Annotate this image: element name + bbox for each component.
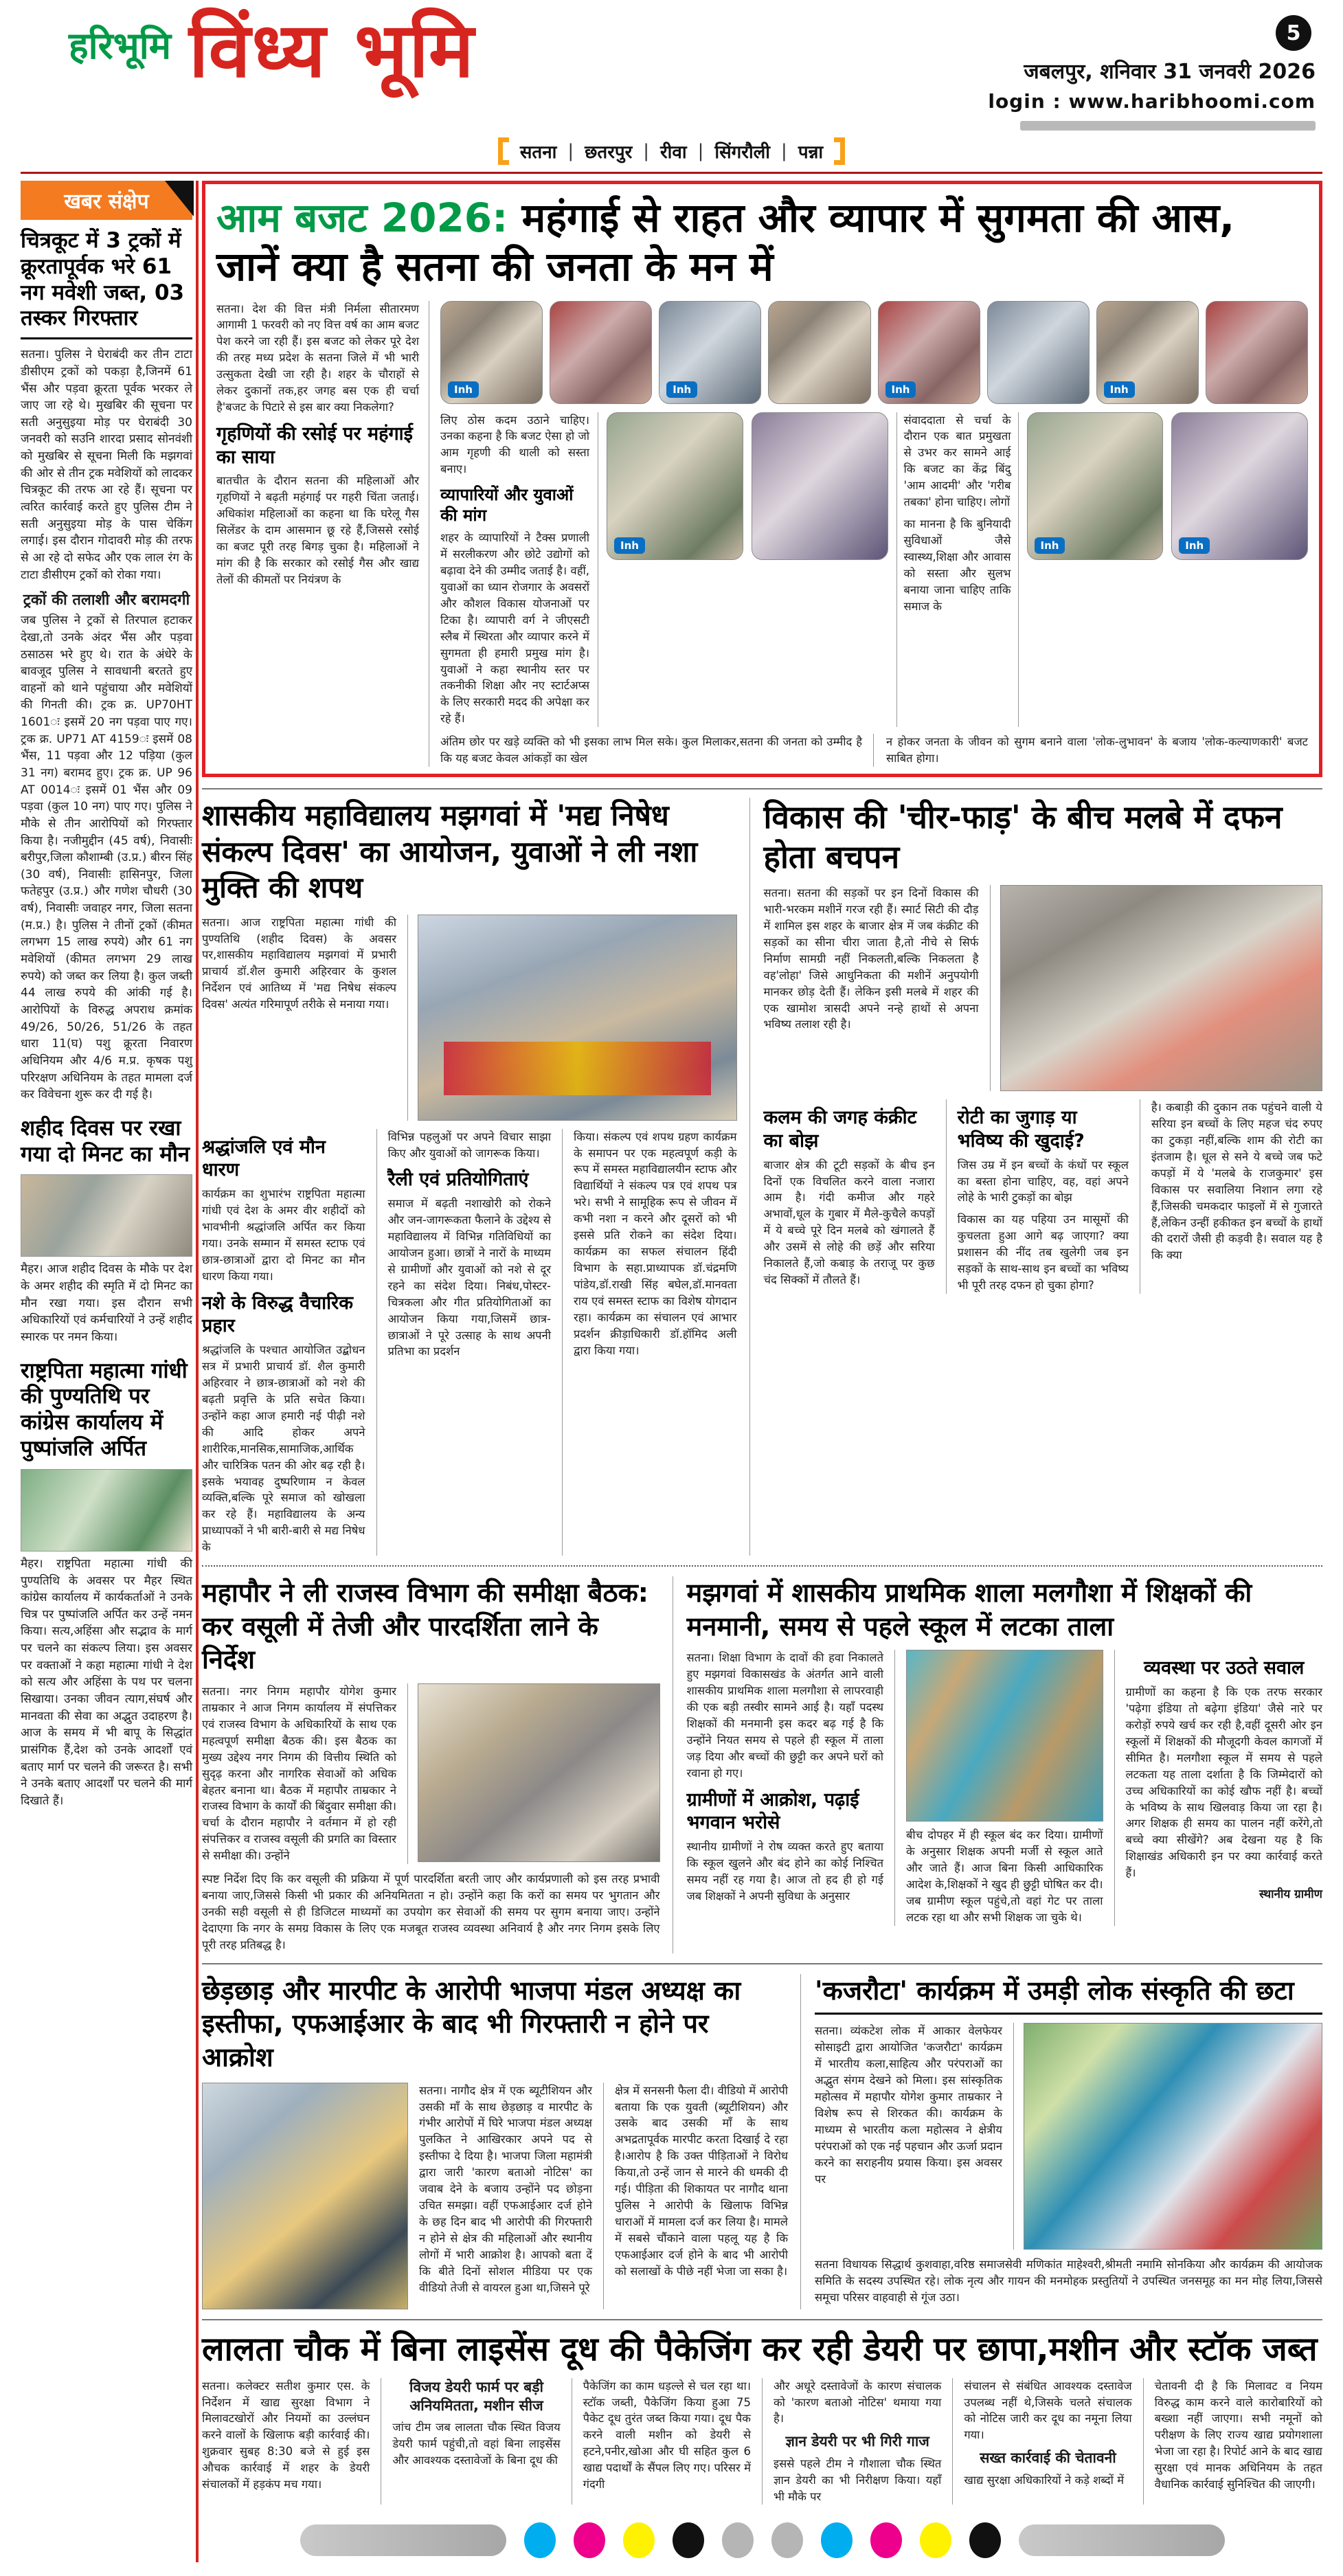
- article-body: संचालन से संबंधित आवश्यक दस्तावेज उपलब्ध नहीं थे,जिसके चलते संचालक को नोटिस जारी कर दूध का नमूना लिया गया।: [964, 2379, 1132, 2442]
- subhead-villagers-anger: ग्रामीणों में आक्रोश, पढ़ाई भगवान भरोसे: [686, 1789, 859, 1834]
- budget-bottom-row: [440, 734, 1308, 767]
- article-childhood-buried-in-debris: [764, 798, 1322, 1556]
- article-body: बाजार क्षेत्र की टूटी सड़कों के बीच इन दिनों एक विचलित करने वाला नजारा आम है। गंदी कमीज और गहरे अभावों,धूल के गुबार में मैले-कुचैले कपड़ों में ये बच्चे पूरे दिन मलबे को खंगालते हैं और उसमें से लोहे की छड़ें और सरिया निकालते हैं,जो कबाड़ के तराजू पर कुछ चंद सिक्कों में तौलते हैं।: [763, 1158, 935, 1287]
- article-body: शहर के व्यापारियों ने टैक्स प्रणाली में सरलीकरण और छोटे उद्योगों को बढ़ावा देने की उम्मीद जताई है। वहीं, युवाओं का ध्यान रोजगार के अवसरों और कौशल विकास योजनाओं पर टिका है। व्यापारी वर्ग ने जीएसटी स्लैब में स्थिरता और व्यापार करने में सुगमता ही हमारी प्रमुख मांग है। युवाओं ने कहा स्थानीय स्तर पर तकनीकी शिक्षा और नए स्टार्टअप्स के लिए सरकारी मदद की अपेक्षा कर रहे हैं।: [440, 531, 589, 726]
- folk-dance-group-photo: [1024, 2023, 1322, 2250]
- sidebar-news-briefs: [21, 181, 192, 1822]
- dairy-col-3: [583, 2378, 763, 2505]
- cyan-dot: [821, 2522, 853, 2558]
- mayor-school-band: [202, 1565, 1322, 1953]
- article-body: पैकेजिंग का काम धड़ल्ले से चल रहा था।स्टॉक जब्ती, पैकेजिंग किया हुआ 75 पैकेट दूध तुरंत जब्त किया गया। दूध पैक करने वाली मशीन को डेयरी से हटने,पनीर,खोआ और घी सहित कुल 6 खाद्य पदार्थों के सैंपल लिए गए। परिसर में गंदगी: [583, 2379, 751, 2491]
- article-body: श्रद्धांजलि के पश्चात आयोजित उद्बोधन सत्र में प्रभारी प्राचार्य डॉ. शैल कुमारी अहिरवार ने छात्र-छात्राओं को नशे की बढ़ती प्रवृत्ति के प्रति सचेत किया। उन्होंने कहा आज हमारी नई पीढ़ी नशे की आदि होकर अपने शारीरिक,मानसिक,सामाजिक,आर्थिक और चारित्रिक पतन की ओर बढ़ रही है। इसके भयावह दुष्परिणाम न केवल व्यक्ति,बल्कि पूरे समाज को खोखला कर रहे हैं। महाविद्यालय के अन्य प्राध्यापकों ने भी बारी-बारी से मद्य निषेध के: [202, 1343, 365, 1554]
- black-dot: [969, 2522, 1001, 2558]
- interview-photo: [1096, 301, 1199, 404]
- magenta-dot: [870, 2522, 902, 2558]
- article-liquor-prohibition-day: [202, 798, 750, 1556]
- interview-photo: [1171, 412, 1308, 560]
- article-body: जब पुलिस ने ट्रकों से तिरपाल हटाकर देखा,तो उनके अंदर भैंस और पड़वा ठसाठस भरे हुए थे। रात के अंधेरे के बावजूद पुलिस ने सावधानी बरतते हुए वाहनों को थाने पहुंचाया और मवेशियों की गिनती की। ट्रक क्र. UP70HT 1601ः इसमें 20 नग पड़वा पाए गए। ट्रक क्र. UP71 AT 4159ः इसमें 08 भैंस, 11 पड़वा और 12 पड़िया (कुल 31 नग) बरामद हुए। ट्रक क्र. UP 96 AT 0014ः इसमें 01 भैंस और 09 पड़वा (कुल 10 नग) पाए गए। पुलिस ने मौके से तीन आरोपियों को गिरफ्तार किया है। नजीमुद्दीन (45 वर्ष), निवासीः बरीपुर,जिला कौशाम्बी (उ.प्र.) बीरन सिंह (30 वर्ष), निवासीः हासिनपुर, जिला फतेहपुर (उ.प्र.) और गणेश चौधरी (30 वर्ष), निवासीः जवाहर नगर, जिला सतना (म.प्र.) है। पुलिस ने तीनों ट्रकों (कीमत लगभग 15 लाख रुपये) और 61 नग मवेशियों (कीमत लगभग 29 लाख रुपये) को जब्त कर लिया है। कुल जब्ती 44 लाख रुपये की आंकी गई है। आरोपियों के विरुद्ध अपराध क्रमांक 49/26, 50/26, 51/26 के तहत धारा 11(घ) पशु क्रूरता निवारण अधिनियम और 4/6 म.प्र. कृषक पशु परिरक्षण अधिनियम के तहत मामला दर्ज कर विवेचना शुरू कर दी गई है।: [21, 614, 192, 1102]
- school-col-2: [906, 1650, 1114, 1926]
- brand: [69, 6, 475, 94]
- website-url: login : www.haribhoomi.com: [988, 90, 1316, 113]
- college-event-photo: [418, 915, 737, 1121]
- interview-photo-row-1: [440, 301, 1308, 404]
- article-body: सतना। शिक्षा विभाग के दावों की हवा निकालते हुए मझगवां विकासखंड के अंतर्गत आने वाली शासकीय प्राथमिक शाला मलगौशा से लापरवाही की एक बड़ी तस्वीर सामने आई है। यहाँ पदस्थ शिक्षकों की मनमानी इस कदर बढ़ गई है कि उन्होंने नियत समय से पहले ही स्कूल में ताला जड़ दिया और बच्चों की छुट्टी कर अपने घरों को रवाना हो गए।: [686, 1651, 884, 1780]
- gray-dot: [771, 2522, 803, 2558]
- article-body: सतना विधायक सिद्धार्थ कुशवाहा,वरिष्ठ समाजसेवी मणिकांत माहेश्वरी,श्रीमती नमामि सोनकिया और कार्यक्रम की आयोजक समिति के सदस्य उपस्थित रहे। लोक नृत्य और गायन की मनमोहक प्रस्तुतियों ने उपस्थित जनसमूह का मन मोह लिया,जिससे समूचा परिसर वाहवाही से गूंज उठा।: [815, 2258, 1322, 2305]
- article-body: सतना। कलेक्टर सतीश कुमार एस. के निर्देशन में खाद्य सुरक्षा विभाग ने मिलावटखोरों और नियमों का उल्लंघन करने वालों के खिलाफ बड़ी कार्रवाई की। शुक्रवार सुबह 8:30 बजे से हुई इस औचक कार्रवाई में शहर के डेयरी संचालकों में हड़कंप मच गया।: [202, 2379, 370, 2491]
- bottom-band: [202, 1963, 1322, 2309]
- inh-mic-logo: Inh: [1104, 381, 1135, 398]
- article-cattle-seized: [21, 228, 192, 1104]
- budget-lead-column: [216, 301, 429, 768]
- middle-band: [202, 788, 1322, 1556]
- interview-photo: [768, 301, 870, 404]
- subhead-concrete-burden: कलम की जगह कंक्रीट का बोझ: [763, 1107, 917, 1152]
- article-body: है। कबाड़ी की दुकान तक पहुंचने वाली ये सरिया इन बच्चों के लिए महज चंद रुपए का टुकड़ा नहीं,बल्कि शाम की रोटी का इंतजाम है। धूल से सने ये बच्चे जब फटे कपड़ों में ये 'मलबे के राजकुमार' इस विकास पर सवालिया निशान लगा रहे हैं,जिसकी चमकदार फाइलों में से गुजारते हैं,लेकिन उन्हीं हकीकत इन बच्चों के हाथों की दरारों जैसी ही कड़वी है। सवाल यह है कि क्या: [1151, 1101, 1322, 1262]
- inh-mic-logo: Inh: [614, 537, 645, 554]
- article-headline: शासकीय महाविद्यालय मझगवां में 'मद्य निषेध संकल्प दिवस' का आयोजन, युवाओं ने ली नशा मुक्ति की शपथ: [202, 798, 698, 905]
- school-col-1: [687, 1650, 895, 1926]
- article-body: बीच दोपहर में ही स्कूल बंद कर दिया। ग्रामीणों के अनुसार शिक्षक अपनी मर्जी से स्कूल आते और जाते हैं। आज बिना किसी आधिकारिक आदेश के,शिक्षकों ने खुद ही छुट्टी घोषित कर दी। जब ग्रामीण स्कूल पहुंचे,तो वहां गेट पर ताला लटक रहा था और सभी शिक्षक जा चुके थे।: [906, 1828, 1103, 1924]
- dairy-col-1: [202, 2378, 381, 2505]
- article-body: जिस उम्र में इन बच्चों के कंधों पर स्कूल का बस्ता होना चाहिए, वह, वहां अपने लोहे के भारी टुकड़ों का बोझ: [957, 1158, 1129, 1205]
- subhead-strict-action-warning: सख्त कार्रवाई की चेतावनी: [980, 2450, 1116, 2467]
- yellow-dot: [623, 2522, 655, 2558]
- article-headline: छेड़छाड़ और मारपीट के आरोपी भाजपा मंडल अध्यक्ष का इस्तीफा, एफआईआर के बाद भी गिरफ्तारी न होने पर आक्रोश: [202, 1975, 741, 2072]
- interview-photo: [1027, 412, 1164, 560]
- article-body: समाज में बढ़ती नशाखोरी को रोकने और जन-जागरूकता फैलाने के उद्देश्य से महाविद्यालय में विभिन्न गतिविधियों का आयोजन हुआ। छात्रों ने नारों के माध्यम से ग्रामीणों और युवाओं को नशे से दूर रहने का संदेश दिया। निबंध,पोस्टर-चित्रकला और गीत प्रतियोगिताओं का आयोजन किया गया,जिसमें छात्र-छात्राओं ने पूरे उत्साह के साथ अपनी प्रतिभा का प्रदर्शन: [387, 1197, 551, 1358]
- dairy-col-2: [392, 2378, 572, 2505]
- article-body: क्षेत्र में सनसनी फैला दी। वीडियो में आरोपी बताया कि एक युवती (ब्यूटीशियन) और उसके बाद उसकी माँ के साथ अभद्रतापूर्वक मारपीट करता दिखाई दे रहा है।आरोप है कि उक्त पीड़िताओं ने विरोध किया,तो उन्हें जान से मारने की धमकी दी गई। पीड़िता की शिकायत पर नागौद थाना पुलिस ने आरोपी के खिलाफ विभिन्न धाराओं में मामला दर्ज कर लिया है। मामले में सबसे चौंकाने वाला पहलू यह है कि एफआईआर दर्ज होने के बाद भी आरोपी को सलाखों के पीछे नहीं भेजा जा सका है।: [615, 2083, 788, 2278]
- article-mayor-revenue-review: [202, 1576, 673, 1953]
- article-body: न होकर जनता के जीवन को सुगम बनाने वाला 'लोक-लुभावन' के बजाय 'लोक-कल्याणकारी' बजट साबित होगा।: [886, 735, 1308, 765]
- article-headline: 'कजरौटा' कार्यक्रम में उमड़ी लोक संस्कृति की छटा: [815, 1974, 1322, 2015]
- main-column: [202, 181, 1322, 2562]
- article-body: सतना। नागौद क्षेत्र में एक ब्यूटीशियन और उसकी माँ के साथ छेड़छाड़ व मारपीट के गंभीर आरोपों में घिरे भाजपा मंडल अध्यक्ष पुलकित ने आखिरकार अपने पद से इस्तीफा दे दिया है। भाजपा जिला महामंत्री द्वारा जारी 'कारण बताओ नोटिस' का जवाब देने के बजाय उन्होंने पद छोड़ना उचित समझा। वहीं एफआईआर दर्ज होने के छह दिन बाद भी आरोपी की गिरफ्तारी न होने से क्षेत्र की महिलाओं और स्थानीय लोगों में भारी आक्रोश है। आपको बता दें कि बीते दिनों सोशल मीडिया पर एक वीडियो तेजी से वायरल हुआ था,जिसने पूरे: [419, 2083, 604, 2309]
- interview-photo: [1206, 301, 1308, 404]
- masthead-info: [988, 12, 1316, 131]
- city-satna: सतना: [519, 142, 557, 163]
- city-rewa: रीवा: [660, 142, 687, 163]
- subhead-ideological-strike: नशे के विरुद्ध वैचारिक प्रहार: [202, 1292, 353, 1337]
- city-panna: पन्ना: [798, 142, 824, 163]
- interview-photo: [659, 301, 761, 404]
- subhead-tribute-silence: श्रद्धांजलि एवं मौन धारण: [202, 1136, 326, 1181]
- dairy-col-6: [1155, 2378, 1322, 2505]
- article-body: खाद्य सुरक्षा अधिकारियों ने कड़े शब्दों में: [964, 2473, 1125, 2487]
- article-body: सतना। पुलिस ने घेराबंदी कर तीन टाटा डीसीएम ट्रकों को पकड़ा है,जिनमें 61 भैंस और पड़वा क्रूरता पूर्वक भरकर ले जाए जा रहे थे। मुखबिर की सूचना पर सती अनुसुइया मोड़ पर घेराबंदी 30 जनवरी को सउनि शारदा प्रसाद सोनवंशी को मुखबिर से सूचना मिली कि मझगवां की ओर से तीन ट्रक मवेशियों को लादकर चित्रकूट की तरफ आ रहे हैं। सूचना पर त्वरित कार्रवाई करते हुए पुलिस टीम ने सती अनुसुइया मोड़ के पास चेकिंग लगाई। इस दौरान गोदावरी मोड़ की तरफ से आ रहे दो सफेद और एक लाल रंग के टाटा डीसीएम ट्रकों को रोका गया।: [21, 348, 192, 582]
- article-body: इससे पहले टीम ने गौशाला चौक स्थित ज्ञान डेयरी का भी निरीक्षण किया। यहाँ भी मौके पर: [773, 2456, 942, 2503]
- interview-photo: [752, 412, 888, 560]
- article-headline: विकास की 'चीर-फाड़' के बीच मलबे में दफन होता बचपन: [763, 798, 1283, 875]
- interview-photo: [440, 301, 543, 404]
- congress-office-photo: [21, 1469, 192, 1552]
- article-body: लिए ठोस कदम उठाने चाहिए। उनका कहना है कि बजट ऐसा हो जो आम गृहणी की थाली को सस्ता बनाए।: [440, 413, 589, 476]
- interview-photo: [607, 412, 743, 560]
- cyan-dot: [524, 2522, 556, 2558]
- college-col-3: [574, 1129, 737, 1556]
- dairy-col-5: [964, 2378, 1143, 2505]
- college-col-2: [388, 1129, 563, 1556]
- article-body: स्थानीय ग्रामीणों ने रोष व्यक्त करते हुए बताया कि स्कूल खुलने और बंद होने का कोई निश्चित समय नहीं रह गया है। आज तो हद ही हो गई जब शिक्षकों ने अपनी सुविधा के अनुसार: [686, 1840, 884, 1903]
- budget-headline: [216, 194, 1308, 291]
- dateline: जबलपुर, शनिवार 31 जनवरी 2026: [1024, 60, 1316, 84]
- city-separator: |: [781, 141, 787, 161]
- city-separator: |: [567, 141, 574, 161]
- red-rule: [21, 172, 1322, 174]
- article-kajrauta-folk-culture: [815, 1974, 1322, 2309]
- article-body: मैहर। राष्ट्रपिता महात्मा गांधी की पुण्यतिथि के अवसर पर मैहर स्थित कांग्रेस कार्यालय में कार्यकर्ताओं ने उनके चित्र पर पुष्पांजलि अर्पित कर उन्हें नमन किया। सत्य,अहिंसा और सद्भाव के मार्ग पर चलने का संकल्प लिया। इस अवसर पर वक्ताओं ने कहा महात्मा गांधी ने देश को सत्य और अहिंसा के पथ पर चलना सिखाया। उनका जीवन त्याग,संघर्ष और मानवता की सेवा का अद्भुत उदाहरण है। आज के समय में भी बापू के सिद्धांत प्रासंगिक हैं,देश को उनके आदर्शों एवं बताए मार्ग पर चलने की जरूरत है। सभी ने उनके बताए आदर्शों पर चलने की मार्ग दिखाते हैं।: [21, 1556, 192, 1808]
- dairy-col-4: [774, 2378, 953, 2505]
- budget-mid-column: [440, 412, 598, 728]
- budget-side-column: [896, 412, 1019, 728]
- article-body: बातचीत के दौरान सतना की महिलाओं और गृहणियों ने बढ़ती महंगाई पर गहरी चिंता जताई। अधिकांश महिलाओं का कहना था कि घरेलू गैस सिलेंडर के दाम आसमान छू रहे हैं,जिससे रसोई का बजट पूरी तरह बिगड़ चुका है। महिलाओं ने मांग की है कि सरकार को रसोई गैस और खाद्य तेलों की कीमतों पर नियंत्रण के: [216, 474, 419, 586]
- article-body: संवाददाता से चर्चा के दौरान एक बात प्रमुखता से उभर कर सामने आई कि बजट का केंद्र बिंदु 'आम आदमी' और 'गरीब तबका' होना चाहिए। लोगों: [903, 413, 1011, 509]
- city-singrauli: सिंगरौली: [714, 142, 771, 163]
- article-body: सतना। आज राष्ट्रपिता महात्मा गांधी की पुण्यतिथि (शहीद दिवस) के अवसर पर,शासकीय महाविद्यालय मझगवां में प्रभारी प्राचार्य डॉ.शैल कुमारी अहिरवार के कुशल निर्देशन एवं आतिथ्य में 'मद्य निषेध संकल्प दिवस' अत्यंत गरिमापूर्ण तरीके से मनाया गया।: [202, 915, 408, 1121]
- divider-bar: [1020, 121, 1316, 131]
- accused-portrait-photo: [202, 2083, 408, 2309]
- article-headline: चित्रकूट में 3 ट्रकों में क्रूरतापूर्वक भरे 61 नग मवेशी जब्त, 03 तस्कर गिरफ्तार: [21, 228, 192, 339]
- article-body: का मानना है कि बुनियादी सुविधाओं जैसे स्वास्थ्य,शिक्षा और आवास को सस्ता और सुलभ बनाया जाना चाहिए ताकि समाज के: [903, 517, 1011, 613]
- article-body: सतना। सतना की सड़कों पर इन दिनों विकास की भारी-भरकम मशीनें गरज रही हैं। स्मार्ट सिटी की दौड़ में शामिल इस शहर के बाजार क्षेत्र में जब कंक्रीट की सड़कों का सीना चीरा जाता है,तो नीचे से सिर्फ निर्माण सामग्री नहीं निकलती,बल्कि निकलता है वह'लोहा' जिसे आधुनिकता की मशीनें अनुपयोगी मानकर छोड़ देती हैं। लेकिन इसी मलबे में शहर की एक खामोश त्रासदी अपने नन्हे हाथों से अपना भविष्य तलाश रही है।: [764, 885, 991, 1091]
- mayor-meeting-photo: [418, 1683, 660, 1862]
- vertical-divider: [196, 181, 199, 2562]
- gray-dot: [722, 2522, 754, 2558]
- subhead-gyan-dairy: ज्ञान डेयरी पर भी गिरी गाज: [785, 2433, 929, 2450]
- article-body: सतना। देश की वित्त मंत्री निर्मला सीतारमण आगामी 1 फरवरी को नए वित्त वर्ष का आम बजट पेश करने जा रही हैं। इस बजट को लेकर पूरे देश की तरह मध्य प्रदेश के सतना जिले में भी भारी उत्सुकता देखी जा रही है। शहर के चौराहों से लेकर दुकानों तक,हर जगह बस एक ही चर्चा है'बजट के पिटारे से इस बार क्या निकलेगा?: [216, 302, 419, 414]
- masthead: [21, 7, 1322, 132]
- subhead-rally-competitions: रैली एवं प्रतियोगिताएं: [387, 1169, 529, 1191]
- gray-bar-mark: [300, 2524, 506, 2556]
- school-col-3: [1126, 1650, 1322, 1926]
- article-body: अंतिम छोर पर खड़े व्यक्ति को भी इसका लाभ मिल सके। कुल मिलाकर,सतना की जनता को उम्मीद है कि यह बजट केवल आंकड़ों का खेल: [440, 734, 874, 767]
- article-body: विकास का यह पहिया उन मासूमों की कुचलता हुआ आगे बढ़ जाएगा? क्या प्रशासन की नींद तब खुलेगी जब इन सड़कों के साथ-साथ इन बच्चों का भविष्य भी पूरी तरह दफन हो चुका होगा?: [957, 1213, 1129, 1292]
- article-headline: [202, 1576, 660, 1677]
- print-registration-marks: [202, 2522, 1322, 2558]
- article-body: जांच टीम जब लालता चौक स्थित विजय डेयरी फार्म पहुंची,तो वहां बिना लाइसेंस और आवश्यक दस्तावेजों के बिना दूध की: [392, 2421, 561, 2467]
- article-body: सतना। व्यंकटेश लोक में आकार वेलफेयर सोसाइटी द्वारा आयोजित 'कजरौटा' कार्यक्रम में भारतीय कला,साहित्य और परंपराओं का अद्भुत संगम देखने को मिला। इस सांस्कृतिक महोत्सव में महापौर योगेश कुमार ताम्रकार ने विशेष रूप से शिरकत की। कार्यक्रम के माध्यम से भारतीय कला महोत्सव ने क्षेत्रीय परंपराओं को एक नई पहचान और ऊर्जा प्रदान करने का सराहनीय प्रयास किया। इस अवसर पर: [815, 2023, 1014, 2250]
- article-subhead: ट्रकों की तलाशी और बरामदगी: [23, 592, 190, 609]
- subhead-questions-on-system: व्यवस्था पर उठते सवाल: [1144, 1657, 1305, 1679]
- article-dairy-raid: [202, 2319, 1322, 2505]
- inh-mic-logo: Inh: [1179, 537, 1210, 554]
- article-school-locked-early: [687, 1576, 1322, 1953]
- article-body: सतना। नगर निगम महापौर योगेश कुमार ताम्रकार ने आज निगम कार्यालय में संपत्तिकर एवं राजस्व विभाग के अधिकारियों के साथ एक महत्वपूर्ण समीक्षा बैठक की। इस बैठक का मुख्य उद्देश्य नगर निगम की वित्तीय स्थिति को सुदृढ़ करना और नागरिक सेवाओं को अधिक बेहतर बनाना था। बैठक में महापौर ताम्रकार ने राजस्व विभाग के कार्यों की बिंदुवार समीक्षा की। चर्चा के दौरान महापौर ने वर्तमान में हो रही संपत्तिकर व राजस्व वसूली की प्रगति का विस्तार से समीक्षा की। उन्होंने: [202, 1683, 408, 1864]
- inh-mic-logo: Inh: [666, 381, 697, 398]
- right-bracket-icon: [834, 137, 845, 165]
- article-body: किया। संकल्प एवं शपथ ग्रहण कार्यक्रम के समापन पर एक महत्वपूर्ण कड़ी के रूप में समस्त महाविद्यालयीन स्टाफ और विद्यार्थियों ने संकल्प पत्र एवं शपथ पत्र भरे। सभी ने सामूहिक रूप से जीवन में कभी नशा न करने और दूसरों को भी इससे प्रति रोकने का संदेश दिया। कार्यक्रम का सफल संचालन हिंदी विभाग के सहा.प्राध्यापक डॉ.चंद्रमणि पांडेय,डॉ.राखी सिंह बघेल,डॉ.मानवता राय एवं समस्त स्टाफ का विशेष योगदान रहा। कार्यक्रम का संचालन एवं आभार प्रदर्शन क्रीड़ाधिकारी डॉ.हॉमिद अली द्वारा किया गया।: [574, 1130, 737, 1357]
- headline-line1: महापौर ने ली राजस्व विभाग की समीक्षा बैठक:: [202, 1578, 648, 1609]
- interview-photo: [550, 301, 652, 404]
- budget-headline-text: महंगाई से राहत और व्यापार में सुगमता की आस, जानें क्या है सतना की जनता के मन में: [216, 194, 1235, 290]
- inh-mic-logo: Inh: [448, 381, 479, 398]
- attribution-local-villagers: स्थानीय ग्रामीण: [1259, 1888, 1322, 1902]
- article-body: विभिन्न पहलुओं पर अपने विचार साझा किए और युवाओं को जागरूक किया।: [387, 1130, 551, 1160]
- inh-mic-logo: Inh: [885, 381, 916, 398]
- article-headline: शहीद दिवस पर रखा गया दो मिनट का मौन: [21, 1115, 190, 1167]
- article-bjp-mandal-resignation: [202, 1974, 801, 2309]
- subhead-kitchen-inflation: गृहणियों की रसोई पर महंगाई का साया: [216, 423, 413, 468]
- budget-right-area: [440, 301, 1308, 768]
- article-body: और अधूरे दस्तावेजों के कारण संचालक को 'कारण बताओ नोटिस' थमाया गया है।: [773, 2379, 942, 2426]
- city-separator: |: [643, 141, 650, 161]
- cities-bar: [21, 132, 1322, 172]
- article-headline: राष्ट्रपिता महात्मा गांधी की पुण्यतिथि पर कांग्रेस कार्यालय में पुष्पांजलि अर्पित: [21, 1358, 188, 1461]
- news-briefs-header: खबर संक्षेप: [21, 181, 192, 220]
- city-separator: |: [697, 141, 704, 161]
- article-headline: मझगवां में शासकीय प्राथमिक शाला मलगौशा में शिक्षकों की मनमानी, समय से पहले स्कूल में लटका ताला: [686, 1578, 1252, 1642]
- haribhoomi-logo: हरिभूमि: [69, 24, 171, 67]
- vikas-col-3: [1151, 1099, 1322, 1294]
- article-headline: लालता चौक में बिना लाइसेंस दूध की पैकेजिंग कर रही डेयरी पर छापा,मशीन और स्टॉक जब्त: [202, 2329, 1318, 2368]
- locked-gate-photo: [906, 1650, 1103, 1822]
- vikas-col-1: [764, 1099, 947, 1294]
- vindhya-bhoomi-logo: विंध्य भूमि: [189, 6, 475, 94]
- article-martyrs-day-silence: [21, 1116, 192, 1346]
- page-number-badge: 5: [1276, 15, 1311, 51]
- article-body: मैहर। आज शहीद दिवस के मौके पर देश के अमर शहीद की स्मृति में दो मिनट का मौन रखा गया। इस दौरान सभी अधिकारियों एवं कर्मचारियों ने उन्हें शहीद स्मारक पर नमन किया।: [21, 1262, 192, 1344]
- article-gandhi-tribute: [21, 1358, 192, 1810]
- article-body: चेतावनी दी है कि मिलावट व नियम विरुद्ध काम करने वाले कारोबारियों को बख्शा नहीं जाएगा। सभी नमूनों को परीक्षण के लिए राज्य खाद्य प्रयोगशाला भेजा जा रहा है। रिपोर्ट आने के बाद खाद्य सुरक्षा एवं मानक अधिनियम के तहत वैधानिक कार्रवाई सुनिश्चित की जाएगी।: [1154, 2379, 1322, 2491]
- yellow-dot: [920, 2522, 951, 2558]
- article-body: ग्रामीणों का कहना है कि एक तरफ सरकार 'पढ़ेगा इंडिया तो बढ़ेगा इंडिया' जैसे नारे पर करोड़ों रुपये खर्च कर रही है,वहीं दूसरी ओर इन स्कूलों में शिक्षकों की मौजूदगी केवल कागजों में सीमित है। मलगौशा स्कूल में समय से पहले लटकता यह ताला दर्शाता है कि जिम्मेदारों को उच्च अधिकारियों का कोई खौफ नहीं है। बच्चों के भविष्य के साथ खिलवाड़ किया जा रहा है। अगर शिक्षक ही समय का पालन नहीं करेंगे,तो बच्चे क्या सीखेंगे? अब देखना यह है कि शिक्षाखंड अधिकारी इन पर क्या कार्रवाई करते हैं।: [1125, 1685, 1322, 1880]
- article-body: स्पष्ट निर्देश दिए कि कर वसूली की प्रक्रिया में पूर्ण पारदर्शिता बरती जाए और कार्यप्रणाली को इस तरह प्रभावी बनाया जाए,जिससे किसी भी प्रकार की अनियमितता न हो। उन्होंने कहा कि करों का समय पर भुगतान और उनकी सही वसूली से ही डिजिटल माध्यमों का उपयोग कर सेवाओं की समय पर सुगम बनाया जाए। उन्होंने देदाएगा कि नगर के समग्र विकास के लिए एक मजबूत राजस्व व्यवस्था अनिवार्य है और नगर निगम इसके लिए पूरी तरह प्रतिबद्ध है।: [202, 1872, 660, 1951]
- child-labour-photo: [1000, 885, 1322, 1091]
- subhead-traders-youth: व्यापारियों और युवाओं की मांग: [440, 485, 574, 526]
- interview-photo: [878, 301, 980, 404]
- gray-bar-mark: [1019, 2524, 1225, 2556]
- black-dot: [673, 2522, 704, 2558]
- subhead-vijay-dairy: विजय डेयरी फार्म पर बड़ी अनियमितता, मशीन सीज: [409, 2378, 543, 2414]
- magenta-dot: [574, 2522, 605, 2558]
- left-bracket-icon: [498, 137, 509, 165]
- article-body: कार्यक्रम का शुभारंभ राष्ट्रपिता महात्मा गांधी एवं देश के अमर वीर शहीदों को भावभीनी श्रद्धांजलि अर्पित कर किया गया। उनके सम्मान में समस्त स्टाफ एवं छात्र-छात्राओं द्वारा दो मिनट का मौन धारण किया गया।: [202, 1187, 365, 1283]
- inh-mic-logo: Inh: [1035, 537, 1065, 554]
- city-chhatarpur: छतरपुर: [585, 142, 633, 163]
- martyrs-day-photo: [21, 1174, 192, 1257]
- headline-line2: कर वसूली में तेजी और पारदर्शिता लाने के निर्देश: [202, 1611, 598, 1675]
- interview-photo-row-2: [440, 412, 1308, 728]
- budget-kicker: आम बजट 2026:: [216, 194, 508, 241]
- subhead-bread-or-future: रोटी का जुगाड़ या भविष्य की खुदाई?: [957, 1107, 1085, 1152]
- college-col-1: [202, 1129, 377, 1556]
- interview-photo: [987, 301, 1090, 404]
- vikas-col-2: [958, 1099, 1140, 1294]
- article-budget-2026: [202, 181, 1322, 777]
